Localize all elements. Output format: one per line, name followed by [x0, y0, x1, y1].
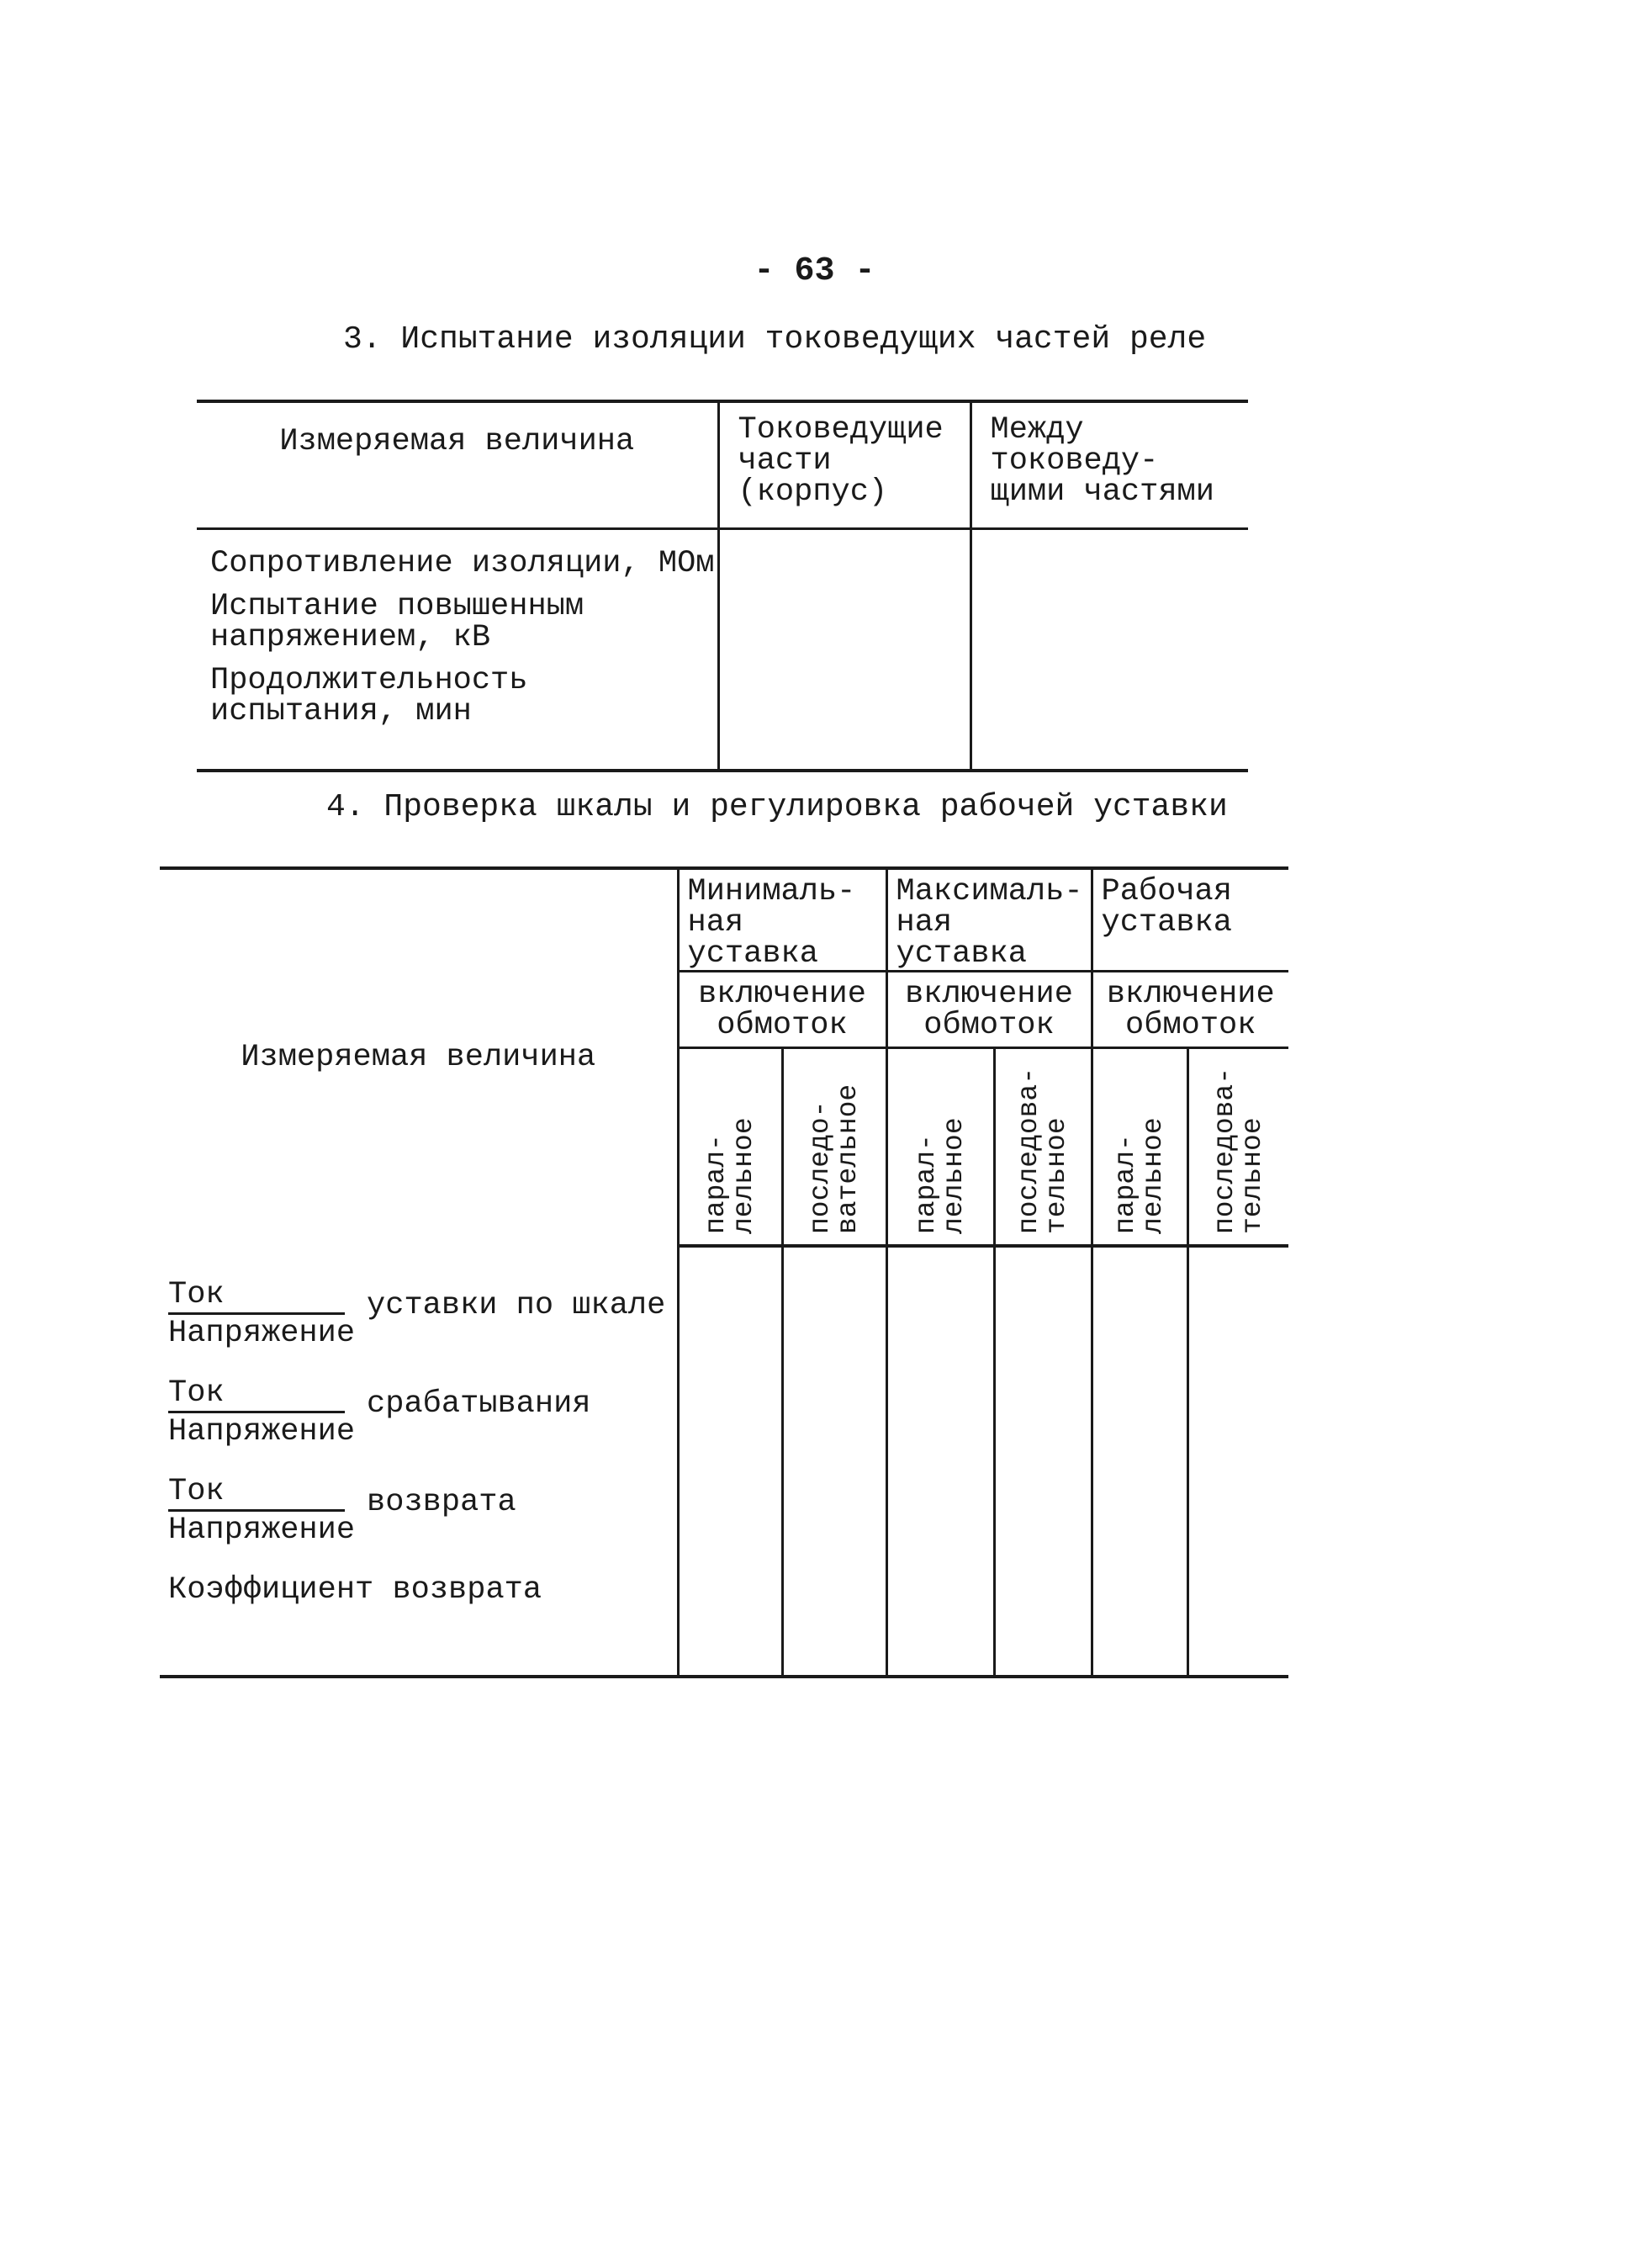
fraction-suffix: уставки по шкале [367, 1288, 666, 1323]
insulation-test-table [197, 400, 1248, 772]
group-min-setting: Минималь- ная уставка [678, 868, 886, 972]
group-max-setting: Максималь- ная уставка [886, 868, 1092, 972]
vheader-parallel-2: парал- лельное [886, 1048, 994, 1247]
section-4-title: 4. Проверка шкалы и регулировка рабочей уставки [326, 789, 1228, 825]
header-between-parts: Между токоведу- щими частями [971, 401, 1248, 529]
row-return-coefficient: Коэффициент возврата [168, 1572, 542, 1608]
header-live-parts: Токоведущие части (корпус) [718, 401, 971, 529]
vheader-series-2: последова- тельное [994, 1048, 1092, 1247]
row-setting-scale [168, 1277, 677, 1351]
group-work-setting: Рабочая уставка [1092, 868, 1288, 972]
cell-between-parts [971, 529, 1248, 771]
header-measured-value: Измеряемая величина [197, 401, 718, 529]
row-labels-2 [160, 1246, 678, 1677]
vheader-parallel-1: парал- лельное [678, 1048, 782, 1247]
cell-live-parts [718, 529, 971, 771]
page-number: - 63 - [754, 252, 875, 290]
row-pickup [168, 1375, 677, 1449]
sub-header-windings-3: включение обмоток [1092, 972, 1288, 1048]
row-return [168, 1476, 677, 1546]
data-cell [994, 1246, 1092, 1677]
fraction-denominator: Напряжение [168, 1513, 356, 1548]
fraction-numerator: Ток [168, 1280, 345, 1315]
data-cell [1092, 1246, 1187, 1677]
fraction-denominator: Напряжение [168, 1316, 356, 1351]
fraction-denominator: Напряжение [168, 1414, 356, 1449]
row-insulation-resistance: Сопротивление изоляции, МОм [210, 546, 715, 581]
vheader-parallel-3: парал- лельное [1092, 1048, 1187, 1247]
scale-check-table [160, 866, 1288, 1678]
data-cell [886, 1246, 994, 1677]
fraction-suffix: срабатывания [367, 1386, 591, 1422]
data-cell [678, 1246, 782, 1677]
data-cell [1187, 1246, 1288, 1677]
header-measured-value-2: Измеряемая величина [160, 868, 678, 1246]
row-high-voltage-test: Испытание повышенным напряжением, кВ [210, 589, 584, 655]
row-test-duration: Продолжительность испытания, мин [210, 663, 528, 729]
row-labels [197, 529, 718, 771]
fraction-numerator: Ток [168, 1476, 345, 1512]
sub-header-windings-2: включение обмоток [886, 972, 1092, 1048]
vheader-series-3: последова- тельное [1187, 1048, 1288, 1247]
fraction-suffix: возврата [367, 1485, 516, 1520]
fraction-numerator: Ток [168, 1378, 345, 1413]
vheader-series-1: последо- вательное [782, 1048, 886, 1247]
sub-header-windings-1: включение обмоток [678, 972, 886, 1048]
section-3-title: 3. Испытание изоляции токоведущих частей реле [343, 321, 1207, 358]
data-cell [782, 1246, 886, 1677]
